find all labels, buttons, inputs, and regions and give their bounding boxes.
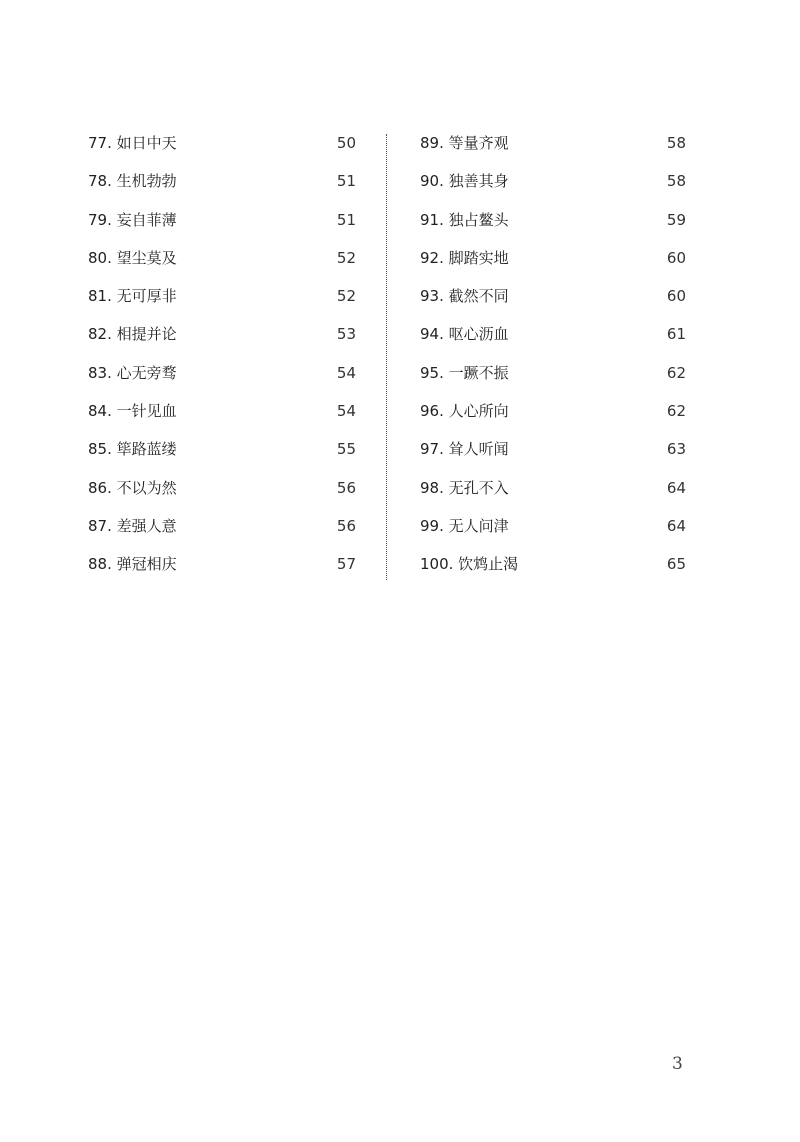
toc-entry-page: 54 bbox=[336, 402, 356, 421]
toc-entry[interactable] bbox=[88, 277, 356, 315]
toc-entry-page: 60 bbox=[666, 287, 686, 306]
toc-entry-title: 82. 相提并论 bbox=[88, 325, 177, 344]
toc-entry[interactable] bbox=[420, 507, 686, 545]
toc-entry-title: 87. 差强人意 bbox=[88, 516, 177, 535]
toc-entry-page: 56 bbox=[336, 478, 356, 497]
toc-entry[interactable] bbox=[420, 239, 686, 277]
toc-entry-title: 80. 望尘莫及 bbox=[88, 248, 177, 267]
toc-entry-title: 98. 无孔不入 bbox=[420, 478, 509, 497]
toc-entry-page: 58 bbox=[666, 172, 686, 191]
toc-entry[interactable] bbox=[420, 277, 686, 315]
toc-entry-title: 92. 脚踏实地 bbox=[420, 248, 509, 267]
toc-entry-page: 64 bbox=[666, 516, 686, 535]
toc-entry[interactable] bbox=[88, 545, 356, 583]
toc-entry-title: 99. 无人问津 bbox=[420, 516, 509, 535]
toc-entry-title: 83. 心无旁骛 bbox=[88, 363, 177, 382]
toc-entry-title: 93. 截然不同 bbox=[420, 287, 509, 306]
toc-entry-title: 77. 如日中天 bbox=[88, 134, 177, 152]
toc-entry-page: 59 bbox=[666, 210, 686, 229]
toc-entry-page: 63 bbox=[666, 440, 686, 459]
column-divider bbox=[386, 134, 387, 580]
toc-entry-title: 79. 妄自菲薄 bbox=[88, 210, 177, 229]
toc-entry[interactable] bbox=[88, 354, 356, 392]
page-number: 3 bbox=[672, 1054, 683, 1074]
toc-entry[interactable] bbox=[420, 201, 686, 239]
toc-entry[interactable] bbox=[88, 239, 356, 277]
toc-entry-page: 62 bbox=[666, 402, 686, 421]
toc-entry[interactable] bbox=[88, 315, 356, 353]
toc-entry-page: 60 bbox=[666, 248, 686, 267]
toc-entry-page: 54 bbox=[336, 363, 356, 382]
toc-entry-title: 94. 呕心沥血 bbox=[420, 325, 509, 344]
toc-entry[interactable] bbox=[420, 162, 686, 200]
toc-entry[interactable] bbox=[420, 354, 686, 392]
toc-entry-page: 58 bbox=[666, 134, 686, 152]
toc-entry-page: 62 bbox=[666, 363, 686, 382]
toc-entry-page: 61 bbox=[666, 325, 686, 344]
toc-entry-page: 56 bbox=[336, 516, 356, 535]
toc-entry-page: 57 bbox=[336, 555, 356, 574]
toc-entry[interactable] bbox=[420, 469, 686, 507]
toc-entry[interactable] bbox=[420, 315, 686, 353]
toc-entry[interactable] bbox=[88, 392, 356, 430]
toc-entry-title: 97. 耸人听闻 bbox=[420, 440, 509, 459]
toc-entry-title: 100. 饮鸩止渴 bbox=[420, 555, 519, 574]
toc-entry-title: 84. 一针见血 bbox=[88, 402, 177, 421]
toc-entry-page: 64 bbox=[666, 478, 686, 497]
toc-entry-title: 88. 弹冠相庆 bbox=[88, 555, 177, 574]
toc-entry-page: 52 bbox=[336, 287, 356, 306]
toc-entry-title: 89. 等量齐观 bbox=[420, 134, 509, 152]
toc-entry-page: 55 bbox=[336, 440, 356, 459]
toc-entry-page: 50 bbox=[336, 134, 356, 152]
toc-entry-page: 53 bbox=[336, 325, 356, 344]
toc-entry[interactable] bbox=[420, 545, 686, 583]
toc-entry[interactable] bbox=[420, 124, 686, 162]
toc-column-right bbox=[420, 124, 686, 584]
toc-entry-title: 90. 独善其身 bbox=[420, 172, 509, 191]
toc-entry[interactable] bbox=[88, 430, 356, 468]
table-of-contents bbox=[0, 124, 800, 584]
toc-entry[interactable] bbox=[88, 201, 356, 239]
toc-entry[interactable] bbox=[420, 392, 686, 430]
toc-entry-page: 52 bbox=[336, 248, 356, 267]
toc-entry-title: 78. 生机勃勃 bbox=[88, 172, 177, 191]
toc-entry-page: 65 bbox=[666, 555, 686, 574]
toc-entry[interactable] bbox=[88, 162, 356, 200]
toc-entry[interactable] bbox=[88, 124, 356, 162]
toc-entry-title: 85. 筚路蓝缕 bbox=[88, 440, 177, 459]
toc-entry-page: 51 bbox=[336, 210, 356, 229]
toc-entry-title: 91. 独占鳌头 bbox=[420, 210, 509, 229]
toc-entry-title: 95. 一蹶不振 bbox=[420, 363, 509, 382]
toc-entry-title: 81. 无可厚非 bbox=[88, 287, 177, 306]
toc-entry[interactable] bbox=[88, 469, 356, 507]
toc-entry[interactable] bbox=[88, 507, 356, 545]
toc-entry[interactable] bbox=[420, 430, 686, 468]
toc-entry-title: 96. 人心所向 bbox=[420, 402, 509, 421]
toc-entry-title: 86. 不以为然 bbox=[88, 478, 177, 497]
toc-entry-page: 51 bbox=[336, 172, 356, 191]
toc-column-left bbox=[88, 124, 356, 584]
